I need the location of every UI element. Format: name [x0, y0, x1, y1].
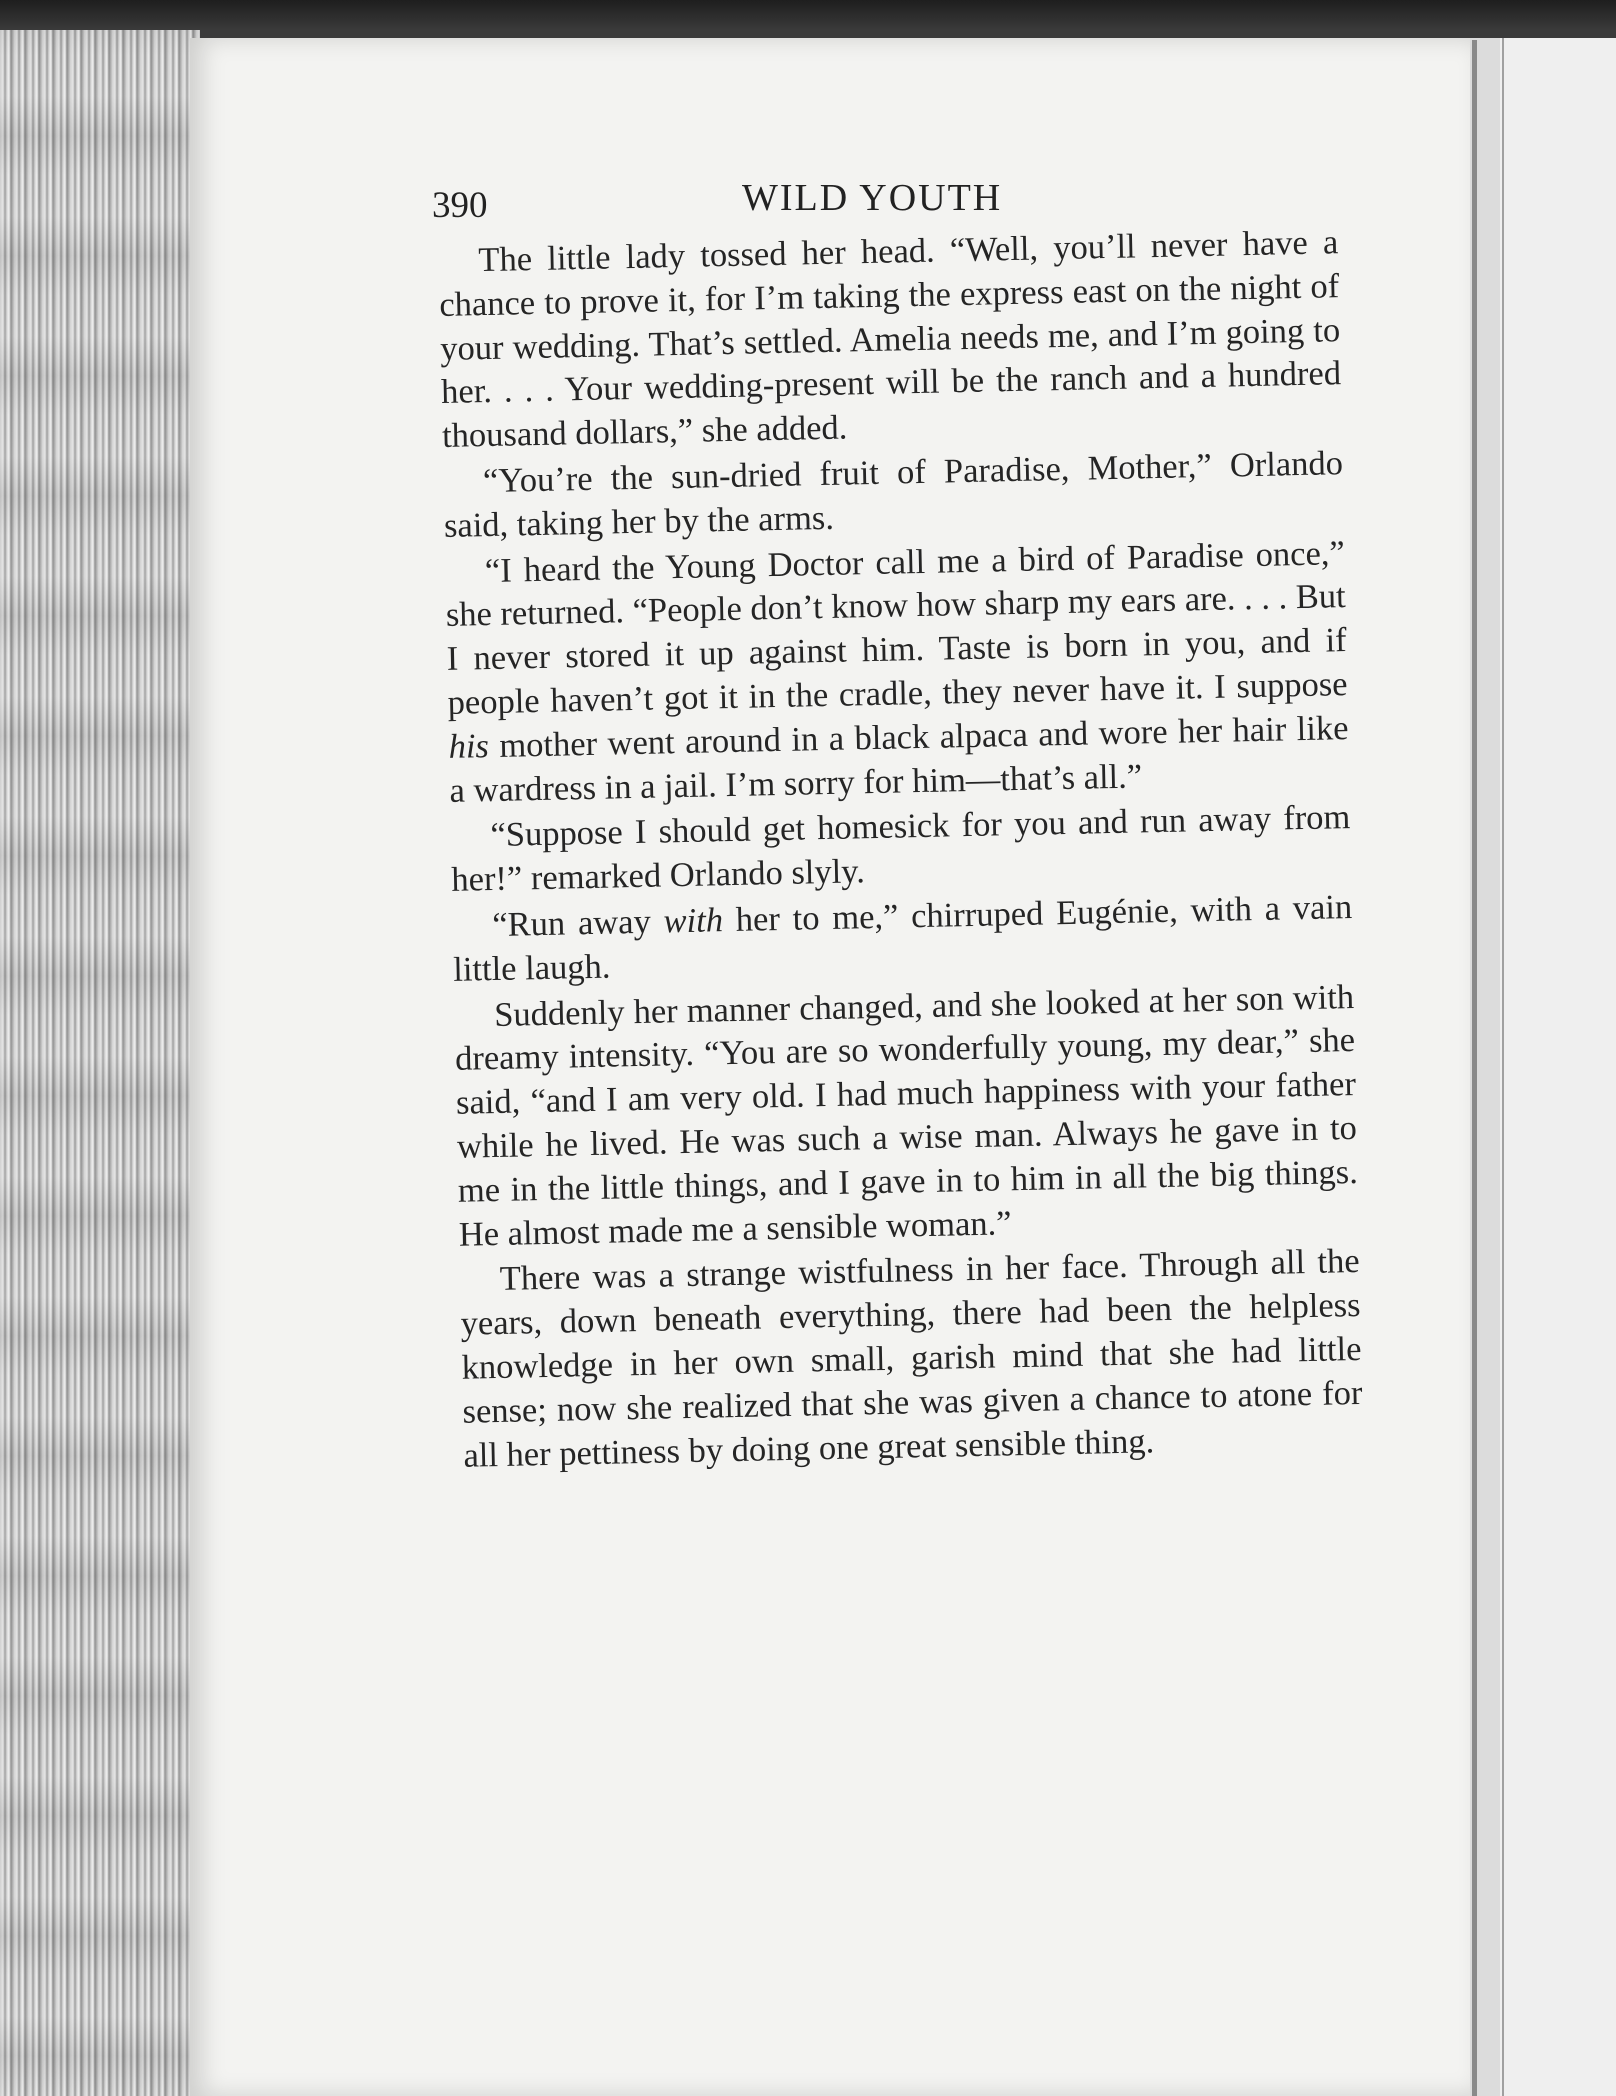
paragraph — [459, 1240, 1363, 1478]
top-shadow — [0, 0, 1616, 30]
page-edges — [0, 30, 200, 2096]
paragraph — [452, 886, 1354, 992]
paragraph — [445, 532, 1350, 814]
paragraph — [438, 221, 1342, 459]
italic-text: his — [448, 726, 490, 766]
facing-page-strip — [1500, 38, 1616, 2096]
italic-text: with — [663, 901, 724, 941]
paragraph-text: “I heard the Young Doctor call me a bird of Paradise once,” she returned. “People don’t know how sharp my ears are. . . . But I never stored it up against him. Taste is born in you, and if people haven’t got it in the cradle, they never have it. I suppose — [445, 533, 1348, 722]
paragraph-text: There was a strange wistfulness in her face. Through all the years, down beneath everything, there had been the helpless knowledge in her own small, garish mind that she had little sense; now she realized that she was given a chance to atone for all her pettiness by doing one great sensible thing. — [460, 1242, 1363, 1475]
paragraph-text: “Suppose I should get homesick for you and run away from her!” remarked Orlando slyly. — [451, 798, 1351, 900]
running-title: WILD YOUTH — [742, 177, 1003, 219]
body-text — [438, 221, 1364, 1480]
gutter-rule — [1472, 40, 1477, 2096]
page-number: 390 — [432, 185, 488, 226]
paragraph — [443, 442, 1345, 548]
paragraph — [450, 796, 1352, 902]
facing-page-edge — [1502, 38, 1504, 2096]
paragraph-text: her to me,” chirruped Eugénie, with a vain little laugh. — [452, 887, 1353, 989]
page-header — [432, 168, 1352, 228]
paragraph-text: Suddenly her manner changed, and she looked at her son with dreamy intensity. “You are so wonderfully young, my dear,” she said, “and I am very old. I had much happiness with your father while he lived. He was such a wise man. Always he gave in to me in the little things, and I gave in to him in all the big things. He almost made me a sensible woman.” — [454, 977, 1359, 1254]
paragraph-text: “You’re the sun-dried fruit of Paradise, Mother,” Orlando said, taking her by the arms. — [443, 444, 1344, 545]
paragraph-text: mother went around in a black alpaca and wore her hair like a wardress in a jail. I’m sorry for him—that’s all.” — [449, 708, 1349, 810]
paragraph-text: The little lady tossed her head. “Well, you’ll never have a chance to prove it, for I’m taking the express east on the night of your wedding. That’s settled. Amelia needs me, and I’m going to her. . . . Your wedding-present will be the ranch and a hundred thousand dollars,” she added. — [438, 223, 1342, 456]
paragraph — [454, 976, 1359, 1258]
paragraph-text: “Run away — [491, 902, 664, 944]
